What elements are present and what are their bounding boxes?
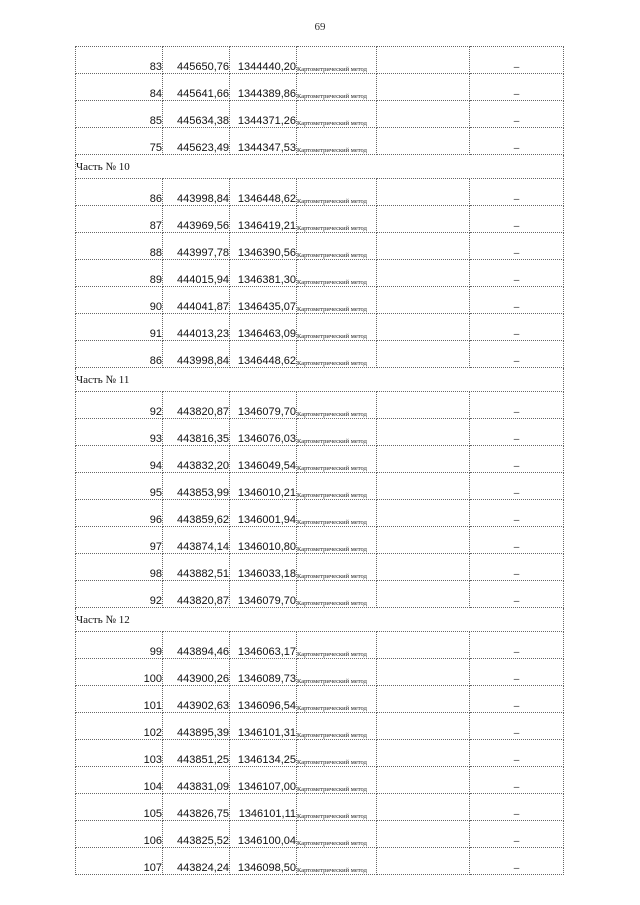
x-coordinate-cell: 443816,35 bbox=[163, 419, 230, 446]
point-number-cell: 106 bbox=[76, 821, 163, 848]
table-row bbox=[76, 848, 564, 875]
empty-cell bbox=[377, 740, 470, 767]
x-coordinate-cell: 444015,94 bbox=[163, 260, 230, 287]
point-number-cell: 101 bbox=[76, 686, 163, 713]
dash-cell: – bbox=[470, 794, 564, 821]
dash-cell: – bbox=[470, 233, 564, 260]
dash-cell: – bbox=[470, 341, 564, 368]
point-number-cell: 87 bbox=[76, 206, 163, 233]
point-number-cell: 100 bbox=[76, 659, 163, 686]
part-title: Часть № 11 bbox=[76, 368, 564, 392]
part-header-row bbox=[76, 368, 564, 392]
x-coordinate-cell: 443895,39 bbox=[163, 713, 230, 740]
table-row bbox=[76, 713, 564, 740]
y-coordinate-cell: 1346100,04 bbox=[230, 821, 297, 848]
table-row bbox=[76, 287, 564, 314]
y-coordinate-cell: 1344440,20 bbox=[230, 47, 297, 74]
method-cell: Картометрический метод bbox=[297, 179, 377, 206]
part-title: Часть № 12 bbox=[76, 608, 564, 632]
empty-cell bbox=[377, 287, 470, 314]
dash-cell: – bbox=[470, 527, 564, 554]
dash-cell: – bbox=[470, 686, 564, 713]
x-coordinate-cell: 443998,84 bbox=[163, 341, 230, 368]
dash-cell: – bbox=[470, 446, 564, 473]
table-row bbox=[76, 527, 564, 554]
method-cell: Картометрический метод bbox=[297, 500, 377, 527]
x-coordinate-cell: 445634,38 bbox=[163, 101, 230, 128]
y-coordinate-cell: 1346049,54 bbox=[230, 446, 297, 473]
dash-cell: – bbox=[470, 821, 564, 848]
method-cell: Картометрический метод bbox=[297, 767, 377, 794]
x-coordinate-cell: 443820,87 bbox=[163, 581, 230, 608]
dash-cell: – bbox=[470, 47, 564, 74]
dash-cell: – bbox=[470, 473, 564, 500]
table-row bbox=[76, 473, 564, 500]
method-cell: Картометрический метод bbox=[297, 47, 377, 74]
dash-cell: – bbox=[470, 74, 564, 101]
table-row bbox=[76, 392, 564, 419]
x-coordinate-cell: 443853,99 bbox=[163, 473, 230, 500]
x-coordinate-cell: 444041,87 bbox=[163, 287, 230, 314]
point-number-cell: 88 bbox=[76, 233, 163, 260]
point-number-cell: 104 bbox=[76, 767, 163, 794]
x-coordinate-cell: 443851,25 bbox=[163, 740, 230, 767]
y-coordinate-cell: 1346448,62 bbox=[230, 179, 297, 206]
empty-cell bbox=[377, 341, 470, 368]
table-row bbox=[76, 500, 564, 527]
empty-cell bbox=[377, 392, 470, 419]
method-cell: Картометрический метод bbox=[297, 206, 377, 233]
method-cell: Картометрический метод bbox=[297, 713, 377, 740]
table-row bbox=[76, 260, 564, 287]
method-cell: Картометрический метод bbox=[297, 101, 377, 128]
coordinates-table-body bbox=[76, 47, 564, 875]
method-cell: Картометрический метод bbox=[297, 659, 377, 686]
dash-cell: – bbox=[470, 581, 564, 608]
table-row bbox=[76, 314, 564, 341]
point-number-cell: 105 bbox=[76, 794, 163, 821]
y-coordinate-cell: 1346448,62 bbox=[230, 341, 297, 368]
method-cell: Картометрический метод bbox=[297, 848, 377, 875]
empty-cell bbox=[377, 47, 470, 74]
method-cell: Картометрический метод bbox=[297, 392, 377, 419]
table-row bbox=[76, 821, 564, 848]
method-cell: Картометрический метод bbox=[297, 527, 377, 554]
y-coordinate-cell: 1346089,73 bbox=[230, 659, 297, 686]
method-cell: Картометрический метод bbox=[297, 128, 377, 155]
y-coordinate-cell: 1346079,70 bbox=[230, 392, 297, 419]
empty-cell bbox=[377, 767, 470, 794]
point-number-cell: 103 bbox=[76, 740, 163, 767]
empty-cell bbox=[377, 713, 470, 740]
point-number-cell: 92 bbox=[76, 392, 163, 419]
point-number-cell: 99 bbox=[76, 632, 163, 659]
y-coordinate-cell: 1346101,31 bbox=[230, 713, 297, 740]
dash-cell: – bbox=[470, 554, 564, 581]
dash-cell: – bbox=[470, 767, 564, 794]
point-number-cell: 83 bbox=[76, 47, 163, 74]
empty-cell bbox=[377, 419, 470, 446]
x-coordinate-cell: 443902,63 bbox=[163, 686, 230, 713]
y-coordinate-cell: 1346098,50 bbox=[230, 848, 297, 875]
table-row bbox=[76, 341, 564, 368]
x-coordinate-cell: 445641,66 bbox=[163, 74, 230, 101]
x-coordinate-cell: 443894,46 bbox=[163, 632, 230, 659]
y-coordinate-cell: 1346419,21 bbox=[230, 206, 297, 233]
table-row bbox=[76, 179, 564, 206]
table-row bbox=[76, 47, 564, 74]
y-coordinate-cell: 1344347,53 bbox=[230, 128, 297, 155]
method-cell: Картометрический метод bbox=[297, 632, 377, 659]
y-coordinate-cell: 1346463,09 bbox=[230, 314, 297, 341]
y-coordinate-cell: 1346010,21 bbox=[230, 473, 297, 500]
empty-cell bbox=[377, 446, 470, 473]
empty-cell bbox=[377, 686, 470, 713]
dash-cell: – bbox=[470, 314, 564, 341]
x-coordinate-cell: 443900,26 bbox=[163, 659, 230, 686]
table-row bbox=[76, 767, 564, 794]
empty-cell bbox=[377, 500, 470, 527]
method-cell: Картометрический метод bbox=[297, 794, 377, 821]
point-number-cell: 75 bbox=[76, 128, 163, 155]
point-number-cell: 92 bbox=[76, 581, 163, 608]
empty-cell bbox=[377, 314, 470, 341]
dash-cell: – bbox=[470, 713, 564, 740]
dash-cell: – bbox=[470, 500, 564, 527]
method-cell: Картометрический метод bbox=[297, 314, 377, 341]
x-coordinate-cell: 443832,20 bbox=[163, 446, 230, 473]
method-cell: Картометрический метод bbox=[297, 260, 377, 287]
empty-cell bbox=[377, 527, 470, 554]
x-coordinate-cell: 443831,09 bbox=[163, 767, 230, 794]
y-coordinate-cell: 1346101,11 bbox=[230, 794, 297, 821]
part-header-row bbox=[76, 155, 564, 179]
point-number-cell: 90 bbox=[76, 287, 163, 314]
x-coordinate-cell: 443824,24 bbox=[163, 848, 230, 875]
point-number-cell: 98 bbox=[76, 554, 163, 581]
empty-cell bbox=[377, 848, 470, 875]
x-coordinate-cell: 443859,62 bbox=[163, 500, 230, 527]
point-number-cell: 91 bbox=[76, 314, 163, 341]
x-coordinate-cell: 443882,51 bbox=[163, 554, 230, 581]
x-coordinate-cell: 443820,87 bbox=[163, 392, 230, 419]
dash-cell: – bbox=[470, 206, 564, 233]
point-number-cell: 84 bbox=[76, 74, 163, 101]
dash-cell: – bbox=[470, 101, 564, 128]
point-number-cell: 86 bbox=[76, 341, 163, 368]
x-coordinate-cell: 443826,75 bbox=[163, 794, 230, 821]
table-row bbox=[76, 632, 564, 659]
coordinates-table bbox=[75, 46, 564, 875]
x-coordinate-cell: 445650,76 bbox=[163, 47, 230, 74]
table-row bbox=[76, 686, 564, 713]
table-row bbox=[76, 659, 564, 686]
method-cell: Картометрический метод bbox=[297, 740, 377, 767]
x-coordinate-cell: 444013,23 bbox=[163, 314, 230, 341]
y-coordinate-cell: 1346107,00 bbox=[230, 767, 297, 794]
empty-cell bbox=[377, 179, 470, 206]
method-cell: Картометрический метод bbox=[297, 74, 377, 101]
empty-cell bbox=[377, 659, 470, 686]
y-coordinate-cell: 1346381,30 bbox=[230, 260, 297, 287]
method-cell: Картометрический метод bbox=[297, 581, 377, 608]
dash-cell: – bbox=[470, 419, 564, 446]
method-cell: Картометрический метод bbox=[297, 233, 377, 260]
table-row bbox=[76, 206, 564, 233]
empty-cell bbox=[377, 632, 470, 659]
table-row bbox=[76, 581, 564, 608]
part-header-row bbox=[76, 608, 564, 632]
y-coordinate-cell: 1346134,25 bbox=[230, 740, 297, 767]
dash-cell: – bbox=[470, 287, 564, 314]
dash-cell: – bbox=[470, 260, 564, 287]
point-number-cell: 94 bbox=[76, 446, 163, 473]
empty-cell bbox=[377, 581, 470, 608]
dash-cell: – bbox=[470, 128, 564, 155]
method-cell: Картометрический метод bbox=[297, 821, 377, 848]
y-coordinate-cell: 1344389,86 bbox=[230, 74, 297, 101]
dash-cell: – bbox=[470, 392, 564, 419]
point-number-cell: 97 bbox=[76, 527, 163, 554]
empty-cell bbox=[377, 473, 470, 500]
y-coordinate-cell: 1346010,80 bbox=[230, 527, 297, 554]
y-coordinate-cell: 1346063,17 bbox=[230, 632, 297, 659]
method-cell: Картометрический метод bbox=[297, 554, 377, 581]
dash-cell: – bbox=[470, 632, 564, 659]
method-cell: Картометрический метод bbox=[297, 686, 377, 713]
empty-cell bbox=[377, 821, 470, 848]
method-cell: Картометрический метод bbox=[297, 446, 377, 473]
method-cell: Картометрический метод bbox=[297, 419, 377, 446]
empty-cell bbox=[377, 128, 470, 155]
table-row bbox=[76, 794, 564, 821]
x-coordinate-cell: 443825,52 bbox=[163, 821, 230, 848]
point-number-cell: 89 bbox=[76, 260, 163, 287]
table-row bbox=[76, 446, 564, 473]
table-row bbox=[76, 419, 564, 446]
table-row bbox=[76, 128, 564, 155]
point-number-cell: 85 bbox=[76, 101, 163, 128]
point-number-cell: 96 bbox=[76, 500, 163, 527]
dash-cell: – bbox=[470, 848, 564, 875]
x-coordinate-cell: 443998,84 bbox=[163, 179, 230, 206]
y-coordinate-cell: 1346096,54 bbox=[230, 686, 297, 713]
table-row bbox=[76, 554, 564, 581]
x-coordinate-cell: 443997,78 bbox=[163, 233, 230, 260]
y-coordinate-cell: 1346435,07 bbox=[230, 287, 297, 314]
y-coordinate-cell: 1346390,56 bbox=[230, 233, 297, 260]
y-coordinate-cell: 1346001,94 bbox=[230, 500, 297, 527]
y-coordinate-cell: 1344371,26 bbox=[230, 101, 297, 128]
empty-cell bbox=[377, 233, 470, 260]
empty-cell bbox=[377, 260, 470, 287]
empty-cell bbox=[377, 74, 470, 101]
x-coordinate-cell: 443969,56 bbox=[163, 206, 230, 233]
point-number-cell: 95 bbox=[76, 473, 163, 500]
point-number-cell: 102 bbox=[76, 713, 163, 740]
table-row bbox=[76, 740, 564, 767]
method-cell: Картометрический метод bbox=[297, 473, 377, 500]
dash-cell: – bbox=[470, 740, 564, 767]
method-cell: Картометрический метод bbox=[297, 341, 377, 368]
dash-cell: – bbox=[470, 659, 564, 686]
empty-cell bbox=[377, 794, 470, 821]
x-coordinate-cell: 443874,14 bbox=[163, 527, 230, 554]
y-coordinate-cell: 1346033,18 bbox=[230, 554, 297, 581]
empty-cell bbox=[377, 101, 470, 128]
x-coordinate-cell: 445623,49 bbox=[163, 128, 230, 155]
empty-cell bbox=[377, 554, 470, 581]
y-coordinate-cell: 1346079,70 bbox=[230, 581, 297, 608]
table-row bbox=[76, 233, 564, 260]
point-number-cell: 93 bbox=[76, 419, 163, 446]
empty-cell bbox=[377, 206, 470, 233]
y-coordinate-cell: 1346076,03 bbox=[230, 419, 297, 446]
dash-cell: – bbox=[470, 179, 564, 206]
point-number-cell: 107 bbox=[76, 848, 163, 875]
table-row bbox=[76, 74, 564, 101]
part-title: Часть № 10 bbox=[76, 155, 564, 179]
point-number-cell: 86 bbox=[76, 179, 163, 206]
method-cell: Картометрический метод bbox=[297, 287, 377, 314]
table-row bbox=[76, 101, 564, 128]
page-number: 69 bbox=[314, 21, 326, 33]
